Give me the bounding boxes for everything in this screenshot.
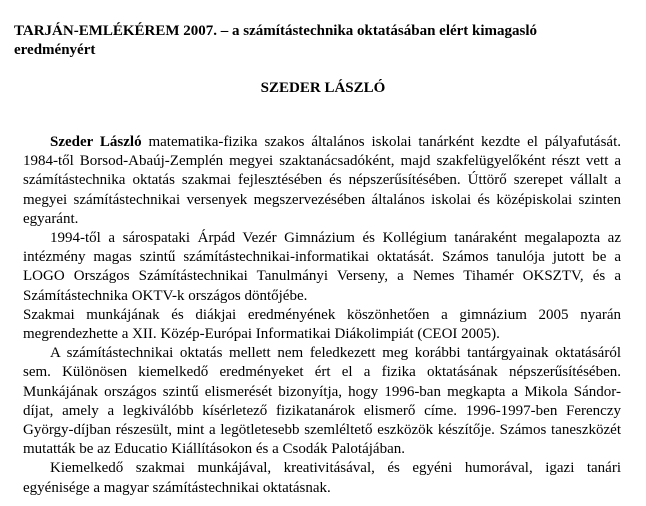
paragraph-closing: Kiemelkedő szakmai munkájával, kreativitásával, és egyéni humorával, igazi tanári egyénisége a magyar számítástechnikai oktatásnak. (23, 460, 621, 496)
awardee-inline-name: Szeder László (50, 134, 142, 150)
paragraph-intro-text: matematika-fizika szakos általános iskolai tanárként kezdte el pályafutását. 1984-től Borsod-Abaúj-Zemplén megyei szaktanácsadóként, majd szakfelügyelőként részt vett a számítástechnika oktatás szakmai fejlesztésében és népszerűsítésében. Úttörő szerepet vállalt a megyei számítástechnikai versenyek megszervezésében általános iskolai és középiskolai szinten egyaránt. (23, 134, 621, 227)
document-body (23, 133, 621, 498)
awardee-name: SZEDER LÁSZLÓ (260, 80, 386, 96)
document-heading: TARJÁN-EMLÉKÉREM 2007. – a számítástechnika oktatásában elért kimagasló eredményért (14, 23, 538, 58)
paragraph-intro (23, 133, 621, 229)
paragraph-physics: A számítástechnikai oktatás mellett nem feledkezett meg korábbi tantárgyainak oktatásáról sem. Különösen kiemelkedő eredményeket ért el a fizika oktatásának népszerűsítésében. Munkájának országos szintű elismerését bizonyítja, hogy 1996-ban megkapta a Mikola Sándor-díjat, amely a legkiválóbb kísérletező fizikatanárok elismerő címe. 1996-1997-ben Ferenczy György-díjban részesült, mint a legötletesebb szemléltető eszközök készítője. Számos taneszközét mutatták be az Educatio Kiállításokon és a Csodák Palotájában. (23, 345, 621, 458)
paragraph-ceoi: Szakmai munkájának és diákjai eredményének köszönhetően a gimnázium 2005 nyarán megrendezhette a XII. Közép-Európai Informatikai Diákolimpiát (CEOI 2005). (23, 306, 621, 343)
paragraph-gymnasium: 1994-től a sárospataki Árpád Vezér Gimnázium és Kollégium tanáraként megalapozta az intézmény magas szintű számítástechnikai-informatikai oktatását. Számos tanulója jutott be a LOGO Országos Számítástechnikai Tanulmányi Verseny, a Nemes Tihamér OKSZTV, és a Számítástechnika OKTV-k országos döntőjébe. (23, 230, 621, 304)
